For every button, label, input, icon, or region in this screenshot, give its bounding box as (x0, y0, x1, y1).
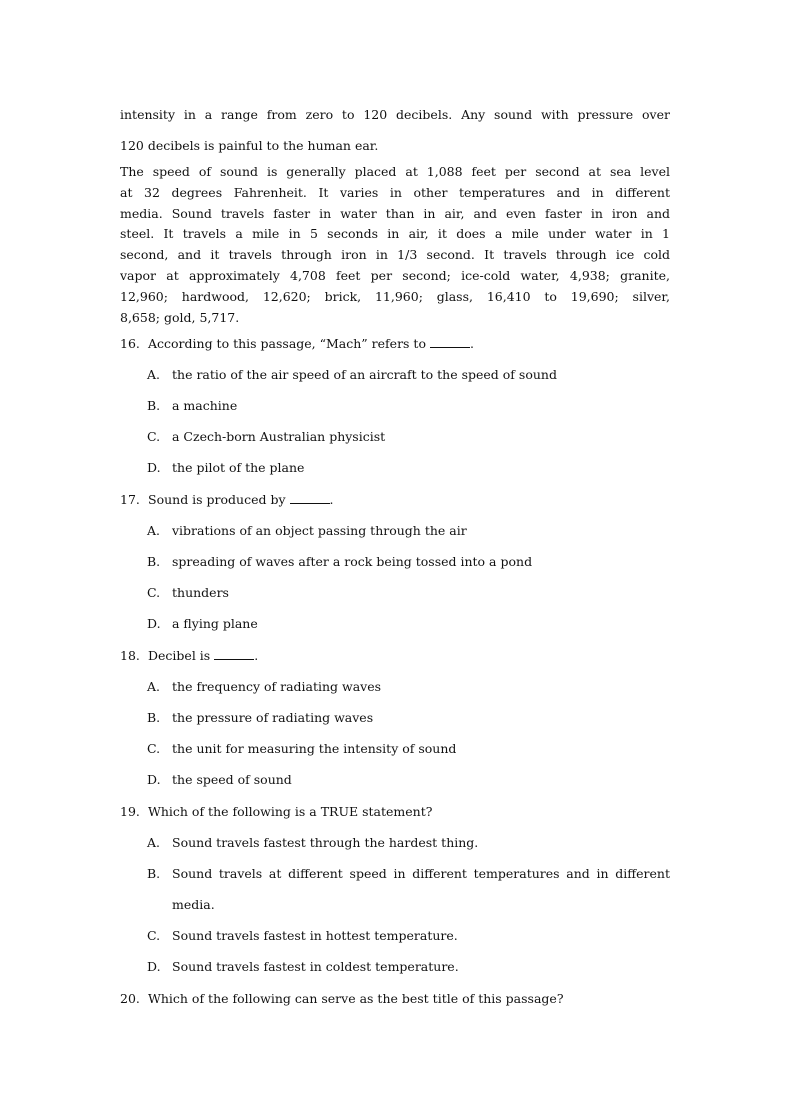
question-20 (120, 991, 564, 1007)
question-17: 17. Sound is produced by . (120, 492, 334, 507)
option-17b: B. spreading of waves after a rock being tossed into a pond (147, 554, 533, 569)
question-number: 19. (120, 804, 140, 819)
option-17d: D. a flying plane (147, 616, 258, 631)
option-19b-continuation: media. (172, 897, 215, 912)
question-stem: Which of the following can serve as the best title of this passage? (148, 991, 564, 1006)
passage-line: 12,960; hardwood, 12,620; brick, 11,960; glass, 16,410 to 19,690; silver, (120, 289, 670, 304)
passage-line: second, and it travels through iron in 1/3 second. It travels through ice cold (120, 247, 670, 262)
question-number: 20. (120, 991, 140, 1006)
option-17c: C. thunders (147, 585, 229, 600)
question-number: 18. (120, 648, 140, 663)
question-stem: Which of the following is a TRUE statement? (148, 804, 433, 819)
option-16c: C. a Czech-born Australian physicist (147, 429, 386, 444)
option-16b: B. a machine (147, 398, 238, 413)
passage-line: at 32 degrees Fahrenheit. It varies in other temperatures and in different (120, 185, 670, 200)
passage-line: 8,658; gold, 5,717. (120, 310, 240, 325)
question-number: 17. (120, 492, 140, 507)
option-19d: D. Sound travels fastest in coldest temperature. (147, 959, 459, 974)
option-17a: A. vibrations of an object passing through the air (147, 523, 467, 538)
answer-blank (290, 492, 330, 504)
question-stem: Sound is produced by (148, 492, 290, 507)
answer-blank (214, 648, 254, 660)
option-19c: C. Sound travels fastest in hottest temperature. (147, 928, 458, 943)
answer-blank (430, 336, 470, 348)
question-number: 16. (120, 336, 140, 351)
passage-line: The speed of sound is generally placed at 1,088 feet per second at sea level (120, 164, 670, 179)
question-19 (120, 804, 432, 820)
option-18c: C. the unit for measuring the intensity of sound (147, 741, 457, 756)
option-18a: A. the frequency of radiating waves (147, 679, 382, 694)
option-19b: B. Sound travels at different speed in different temperatures and in different (147, 866, 670, 881)
option-16a: A. the ratio of the air speed of an aircraft to the speed of sound (147, 367, 557, 382)
question-16: 16. According to this passage, “Mach” refers to . (120, 336, 474, 351)
question-18: 18. Decibel is . (120, 648, 259, 663)
passage-line: media. Sound travels faster in water than in air, and even faster in iron and (120, 206, 670, 221)
passage-line: intensity in a range from zero to 120 decibels. Any sound with pressure over (120, 107, 670, 122)
option-18b: B. the pressure of radiating waves (147, 710, 374, 725)
option-19a: A. Sound travels fastest through the hardest thing. (147, 835, 479, 850)
option-18d: D. the speed of sound (147, 772, 292, 787)
question-stem: Decibel is (148, 648, 215, 663)
option-16d: D. the pilot of the plane (147, 460, 305, 475)
passage-line: 120 decibels is painful to the human ear. (120, 138, 379, 153)
question-stem: According to this passage, “Mach” refers to (148, 336, 430, 351)
passage-line: vapor at approximately 4,708 feet per second; ice-cold water, 4,938; granite, (120, 268, 670, 283)
passage-line: steel. It travels a mile in 5 seconds in air, it does a mile under water in 1 (120, 226, 670, 241)
